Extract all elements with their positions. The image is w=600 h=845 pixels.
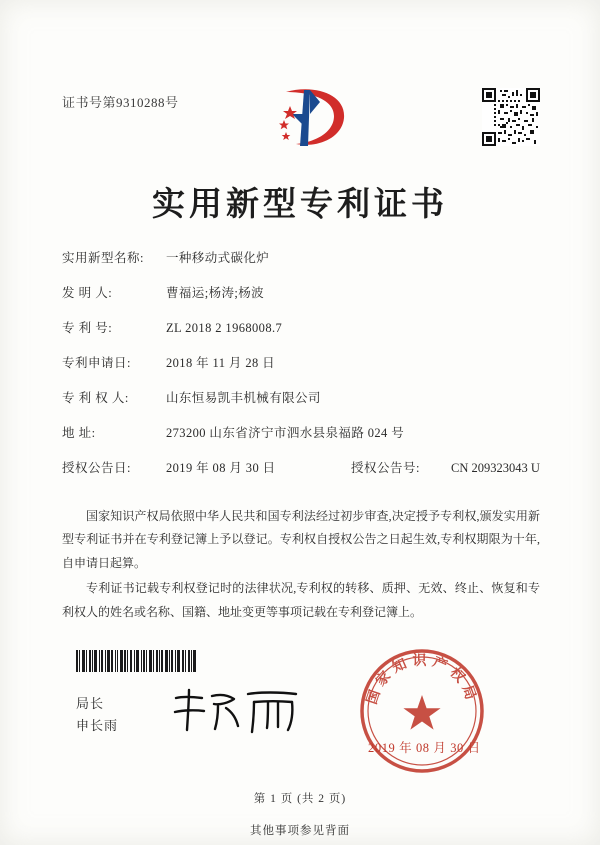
footer-note: 其他事项参见背面	[250, 825, 350, 837]
page-number: 第 1 页 (共 2 页)	[253, 793, 347, 805]
field-row	[62, 353, 542, 371]
field-value: ZL 2018 2 1968008.7	[166, 321, 283, 335]
field-label-announcement-date: 授权公告日:	[62, 461, 131, 475]
field-value: 山东恒易凯丰机械有限公司	[166, 391, 321, 405]
body-paragraph-1: 国家知识产权局依照中华人民共和国专利法经过初步审查,决定授予专利权,颁发实用新型专利证书并在专利登记簿上予以登记。专利权自授权公告之日起生效,专利权期限为十年,自申请日起算。	[62, 509, 540, 570]
qr-code-icon	[482, 88, 540, 146]
field-label: 发 明 人:	[62, 286, 113, 300]
field-value: 2018 年 11 月 28 日	[166, 356, 276, 370]
field-label: 实用新型名称:	[62, 251, 144, 265]
cnipa-logo-icon	[252, 84, 348, 154]
official-seal	[356, 645, 488, 777]
page-title: 实用新型专利证书	[152, 184, 448, 223]
field-value: 273200 山东省济宁市泗水县泉福路 024 号	[166, 426, 405, 440]
field-row	[62, 388, 542, 406]
field-label: 专 利 权 人:	[62, 391, 129, 405]
field-row-authorization	[62, 458, 542, 476]
body-paragraph-2: 专利证书记载专利权登记时的法律状况,专利权的转移、质押、无效、终止、恢复和专利权人的姓名或名称、国籍、地址变更等事项记载在专利登记簿上。	[62, 581, 540, 619]
field-row	[62, 318, 542, 336]
field-value-announcement-number: CN 209323043 U	[451, 461, 540, 475]
director-title: 局长	[76, 696, 105, 711]
field-row	[62, 248, 542, 266]
svg-text:国家知识产权局: 国家知识产权局	[364, 653, 480, 707]
field-row	[62, 423, 542, 441]
director-name: 申长雨	[76, 718, 119, 734]
field-label: 专 利 号:	[62, 321, 113, 335]
field-value: 一种移动式碳化炉	[166, 251, 270, 265]
barcode	[76, 650, 256, 672]
legal-body-text	[62, 505, 540, 626]
certificate-fields	[62, 248, 542, 493]
director-signature-block	[76, 693, 118, 737]
field-value-announcement-date: 2019 年 08 月 30 日	[166, 461, 276, 475]
field-row	[62, 283, 542, 301]
field-value: 曹福运;杨涛;杨波	[166, 286, 265, 300]
certificate-number: 证书号第9310288号	[62, 95, 179, 110]
field-label-announcement-number: 授权公告号:	[351, 461, 420, 475]
handwritten-signature	[168, 686, 318, 736]
field-label: 地 址:	[62, 426, 96, 440]
field-label: 专利申请日:	[62, 356, 131, 370]
seal-issue-date: 2019 年 08 月 30 日	[368, 741, 481, 755]
